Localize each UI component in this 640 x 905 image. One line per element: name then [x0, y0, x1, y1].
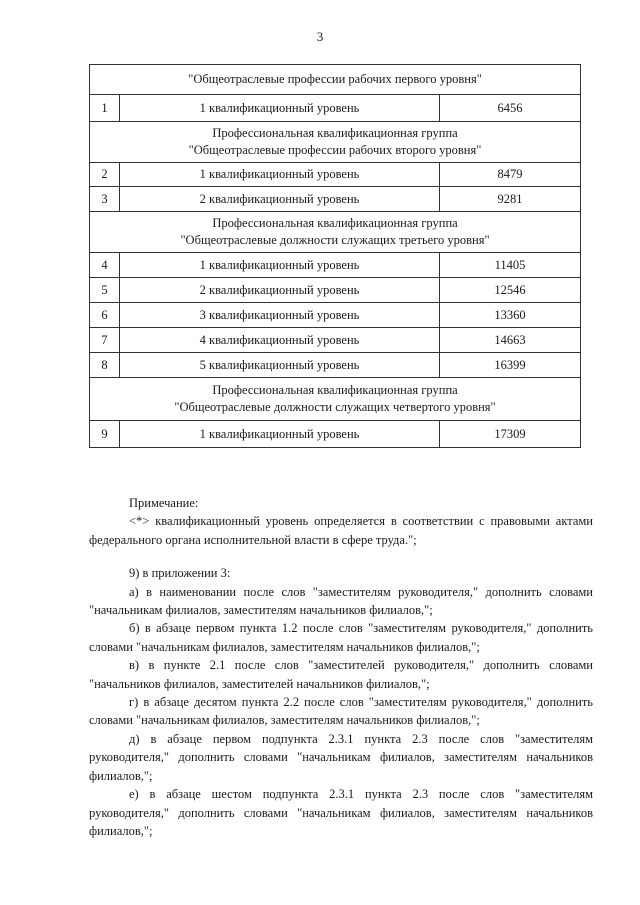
- group-caption: Профессиональная квалификационная группа: [212, 126, 458, 140]
- row-number: 5: [90, 278, 120, 303]
- salary-value: 14663: [440, 328, 581, 353]
- group-title: "Общеотраслевые должности служащих четвертого уровня": [174, 400, 496, 414]
- qualification-level: 3 квалификационный уровень: [120, 303, 440, 328]
- qualification-level: 1 квалификационный уровень: [120, 421, 440, 448]
- table-row: [90, 95, 581, 122]
- table-row: [90, 328, 581, 353]
- amendment-item: в) в пункте 2.1 после слов "заместителей руководителя," дополнить словами "начальников филиалов, заместителей начальников филиалов,";: [89, 658, 593, 691]
- salary-value: 13360: [440, 303, 581, 328]
- amendments-intro: 9) в приложении 3:: [129, 566, 231, 581]
- note-label: Примечание:: [129, 496, 199, 510]
- salary-value: 11405: [440, 253, 581, 278]
- qualification-level: 2 квалификационный уровень: [120, 187, 440, 212]
- salary-value: 12546: [440, 278, 581, 303]
- amendment-item: г) в абзаце десятом пункта 2.2 после слов "заместителям руководителя," дополнить словами "начальникам филиалов, заместителям начальников филиалов,";: [89, 695, 593, 728]
- salary-value: 6456: [440, 95, 581, 122]
- table-row: [90, 353, 581, 378]
- amendment-item: б) в абзаце первом пункта 1.2 после слов "заместителям руководителя," дополнить словами "начальникам филиалов, заместителям начальников филиалов,";: [89, 621, 593, 654]
- table-row: [90, 421, 581, 448]
- qualification-level: 5 квалификационный уровень: [120, 353, 440, 378]
- salary-value: 9281: [440, 187, 581, 212]
- row-number: 7: [90, 328, 120, 353]
- group-header-row: [90, 212, 581, 253]
- qualification-level: 4 квалификационный уровень: [120, 328, 440, 353]
- page-number: 3: [316, 29, 324, 44]
- document-body: [89, 494, 593, 840]
- table-row: [90, 303, 581, 328]
- qualification-level: 1 квалификационный уровень: [120, 163, 440, 187]
- amendment-item: е) в абзаце шестом подпункта 2.3.1 пункта 2.3 после слов "заместителям руководителя," дополнить словами "начальникам филиалов, заместителям начальников филиалов,";: [89, 787, 593, 838]
- group-title: "Общеотраслевые должности служащих третьего уровня": [180, 233, 490, 247]
- row-number: 2: [90, 163, 120, 187]
- group-header-row: [90, 378, 581, 421]
- table-row: [90, 253, 581, 278]
- row-number: 8: [90, 353, 120, 378]
- group-title: "Общеотраслевые профессии рабочих первого уровня": [90, 65, 581, 95]
- table-row: [90, 187, 581, 212]
- qualification-level: 1 квалификационный уровень: [120, 253, 440, 278]
- salary-value: 16399: [440, 353, 581, 378]
- note-text: <*> квалификационный уровень определяется в соответствии с правовыми актами федерального органа исполнительной власти в сфере труда.";: [89, 514, 593, 547]
- group-caption: Профессиональная квалификационная группа: [212, 383, 458, 397]
- row-number: 9: [90, 421, 120, 448]
- row-number: 3: [90, 187, 120, 212]
- row-number: 4: [90, 253, 120, 278]
- amendment-item: а) в наименовании после слов "заместителям руководителя," дополнить словами "начальникам филиалов, заместителям начальников филиалов,";: [89, 584, 593, 618]
- amendment-item: д) в абзаце первом подпункта 2.3.1 пункта 2.3 после слов "заместителям руководителя," дополнить словами "начальникам филиалов, заместителям начальников филиалов,";: [89, 731, 593, 783]
- table-row: [90, 163, 581, 187]
- qualification-level: 2 квалификационный уровень: [120, 278, 440, 303]
- qualification-level: 1 квалификационный уровень: [120, 95, 440, 122]
- group-header-row: [90, 122, 581, 163]
- group-header-row: [90, 65, 581, 95]
- group-caption: Профессиональная квалификационная группа: [212, 216, 458, 230]
- group-title: "Общеотраслевые профессии рабочих второго уровня": [188, 143, 482, 157]
- row-number: 1: [90, 95, 120, 122]
- salary-table: [89, 64, 581, 448]
- table-row: [90, 278, 581, 303]
- row-number: 6: [90, 303, 120, 328]
- salary-value: 17309: [440, 421, 581, 448]
- salary-value: 8479: [440, 163, 581, 187]
